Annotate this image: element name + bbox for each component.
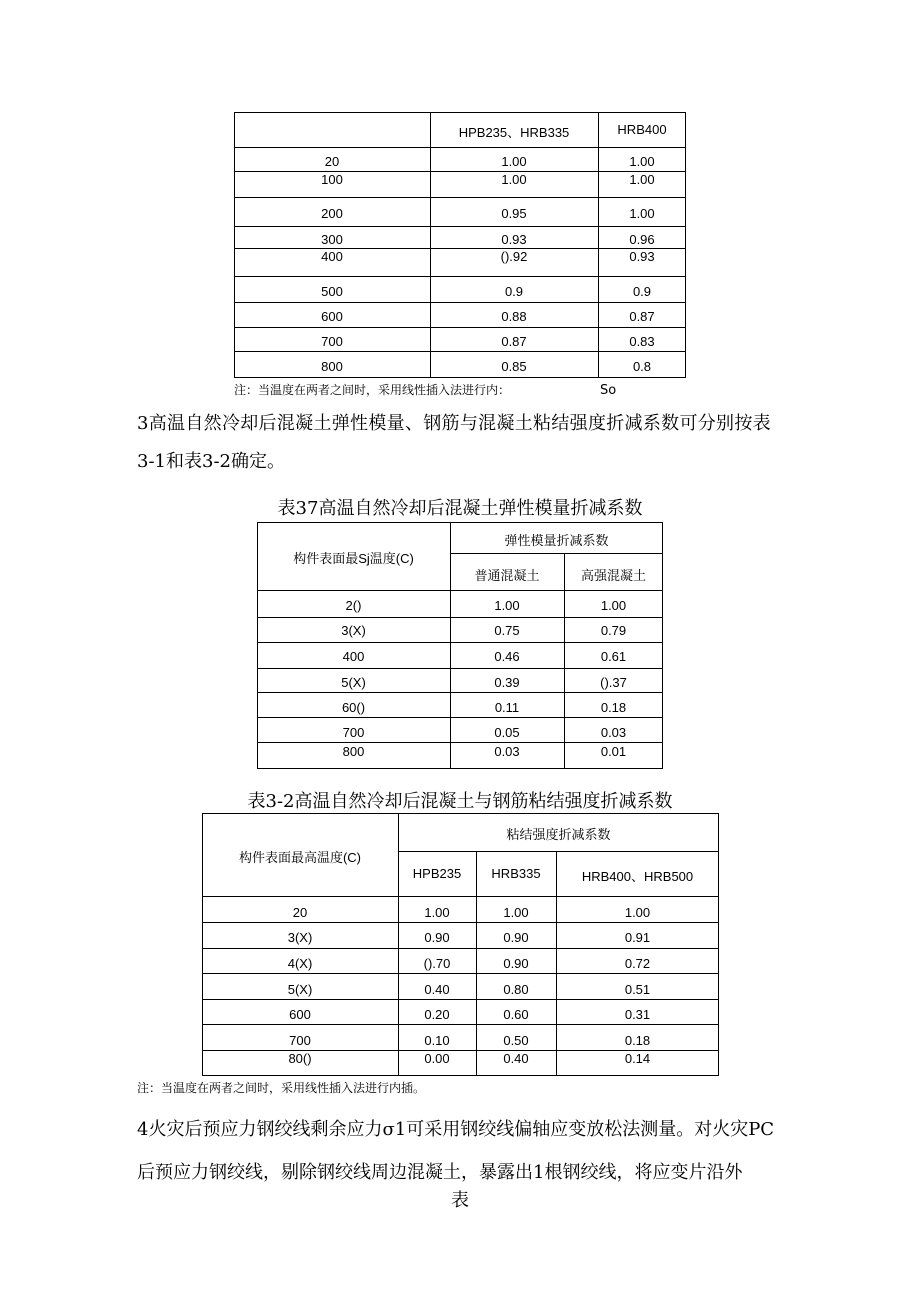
table-cell: 2() <box>345 598 362 613</box>
table-cell: 100 <box>321 172 343 187</box>
paragraph-4-line-1: 4火灾后预应力钢绞线剩余应力σ1可采用钢绞线偏轴应变放松法测量。对火灾PC <box>137 1119 775 1140</box>
table2-header-high-strength-concrete: 高强混凝土 <box>580 568 646 583</box>
table-cell: 700 <box>342 725 365 740</box>
table-cell: 600 <box>321 309 343 324</box>
table1-header-hrb400: HRB400 <box>617 122 667 137</box>
table3-header-hpb235: HPB235 <box>412 866 462 881</box>
table-cell: 0.18 <box>624 1033 651 1048</box>
table-cell: 0.03 <box>494 744 520 759</box>
table-cell: 0.61 <box>600 649 627 664</box>
table-cell: 5(X) <box>287 982 313 997</box>
table-cell: 1.00 <box>494 598 520 613</box>
table-cell: 0.80 <box>503 982 529 997</box>
paragraph-4-line-2: 后预应力钢绞线，剔除钢绞线周边混凝土，暴露出1根钢绞线，将应变片沿外 <box>137 1162 743 1183</box>
table-cell: 0.91 <box>624 930 651 945</box>
table3-header-hrb335: HRB335 <box>491 866 541 881</box>
table-cell: 0.40 <box>424 982 450 997</box>
table-cell: 200 <box>321 206 343 221</box>
table-cell: 0.87 <box>501 334 527 349</box>
table1-header-steel-group-a: HPB235、HRB335 <box>458 125 570 140</box>
table-cell: 0.31 <box>624 1007 651 1022</box>
table-cell: 0.9 <box>632 284 652 299</box>
table-cell: 0.75 <box>494 623 520 638</box>
table2-header-modulus-group: 弹性模量折减系数 <box>504 533 609 548</box>
table-cell: 0.9 <box>504 284 524 299</box>
table3-header-temperature: 构件表面最高温度(C) <box>238 850 362 865</box>
paragraph-3-line-2: 3-1和表3-2确定。 <box>137 451 285 472</box>
table-cell: 500 <box>321 284 343 299</box>
table-cell: 1.00 <box>629 172 655 187</box>
table3-note: 注：当温度在两者之间时，采用线性插入法进行内插。 <box>137 1081 426 1095</box>
paragraph-4-line-3: 表 <box>451 1190 469 1211</box>
table-cell: 80() <box>288 1051 312 1066</box>
table-cell: 0.14 <box>624 1051 651 1066</box>
table-cell: 1.00 <box>424 905 450 920</box>
table-cell: 0.50 <box>503 1033 529 1048</box>
table-cell: 1.00 <box>629 206 655 221</box>
table-cell: 0.90 <box>503 930 529 945</box>
table-cell: 1.00 <box>600 598 627 613</box>
table-cell: 0.20 <box>424 1007 450 1022</box>
table-cell: 4(X) <box>287 956 313 971</box>
table-cell: 800 <box>321 359 343 374</box>
table-cell: 0.03 <box>600 725 627 740</box>
table-cell: 0.40 <box>503 1051 529 1066</box>
table-cell: 60() <box>341 700 366 715</box>
table-cell: 1.00 <box>501 172 527 187</box>
table1-note: 注：当温度在两者之间时，采用线性插入法进行内： <box>234 383 511 397</box>
table-cell: 1.00 <box>501 154 527 169</box>
table-cell: 700 <box>321 334 343 349</box>
table-cell: 0.87 <box>629 309 655 324</box>
table-cell: 0.00 <box>424 1051 450 1066</box>
paragraph-3-line-1: 3高温自然冷却后混凝土弹性模量、钢筋与混凝土粘结强度折减系数可分别按表 <box>137 413 771 434</box>
table1-note-tail: So <box>600 383 617 398</box>
table-cell: 5(X) <box>341 675 366 690</box>
table3-header-bond-group: 粘结强度折减系数 <box>506 827 611 842</box>
table2-header-normal-concrete: 普通混凝土 <box>474 568 540 583</box>
table-cell: 0.8 <box>632 359 652 374</box>
table-cell: 1.00 <box>624 905 651 920</box>
table-cell: 0.46 <box>494 649 520 664</box>
table-cell: 0.79 <box>600 623 627 638</box>
table-cell: ().37 <box>600 675 627 690</box>
table-cell: 0.39 <box>494 675 520 690</box>
table-cell: 0.90 <box>424 930 450 945</box>
table-cell: 0.85 <box>501 359 527 374</box>
table-cell: 0.01 <box>600 744 627 759</box>
table3-header-hrb400-hrb500: HRB400、HRB500 <box>581 869 694 884</box>
table-cell: 0.95 <box>501 206 527 221</box>
table-cell: 0.18 <box>600 700 627 715</box>
table-cell: 0.72 <box>624 956 651 971</box>
table-cell: 0.10 <box>424 1033 450 1048</box>
table-cell: 700 <box>289 1033 311 1048</box>
table-cell: 0.90 <box>503 956 529 971</box>
table-cell: 600 <box>289 1007 311 1022</box>
table-cell: 20 <box>324 154 340 169</box>
table-cell: 0.93 <box>629 249 655 264</box>
table-cell: ().92 <box>500 249 528 264</box>
table-cell: 0.11 <box>494 700 520 715</box>
table-cell: 1.00 <box>503 905 529 920</box>
table-cell: 0.93 <box>501 232 527 247</box>
table-cell: 1.00 <box>629 154 655 169</box>
table-cell: 0.51 <box>624 982 651 997</box>
table-cell: 0.88 <box>501 309 527 324</box>
table2-caption: 表37高温自然冷却后混凝土弹性模量折减系数 <box>277 498 643 519</box>
table-cell: 0.60 <box>503 1007 529 1022</box>
table2-header-temperature: 构件表面最Sj温度(C) <box>293 551 414 566</box>
table-cell: 0.05 <box>494 725 520 740</box>
table-cell: 3(X) <box>341 623 366 638</box>
table-cell: 0.96 <box>629 232 655 247</box>
table-cell: 300 <box>321 232 343 247</box>
table-cell: 0.83 <box>629 334 655 349</box>
table-cell: 400 <box>321 249 343 264</box>
table-cell: 400 <box>342 649 365 664</box>
table-cell: 800 <box>342 744 365 759</box>
table3-caption: 表3-2高温自然冷却后混凝土与钢筋粘结强度折减系数 <box>247 791 673 812</box>
table-cell: 3(X) <box>287 930 313 945</box>
table-cell: ().70 <box>423 956 451 971</box>
table-cell: 20 <box>292 905 308 920</box>
